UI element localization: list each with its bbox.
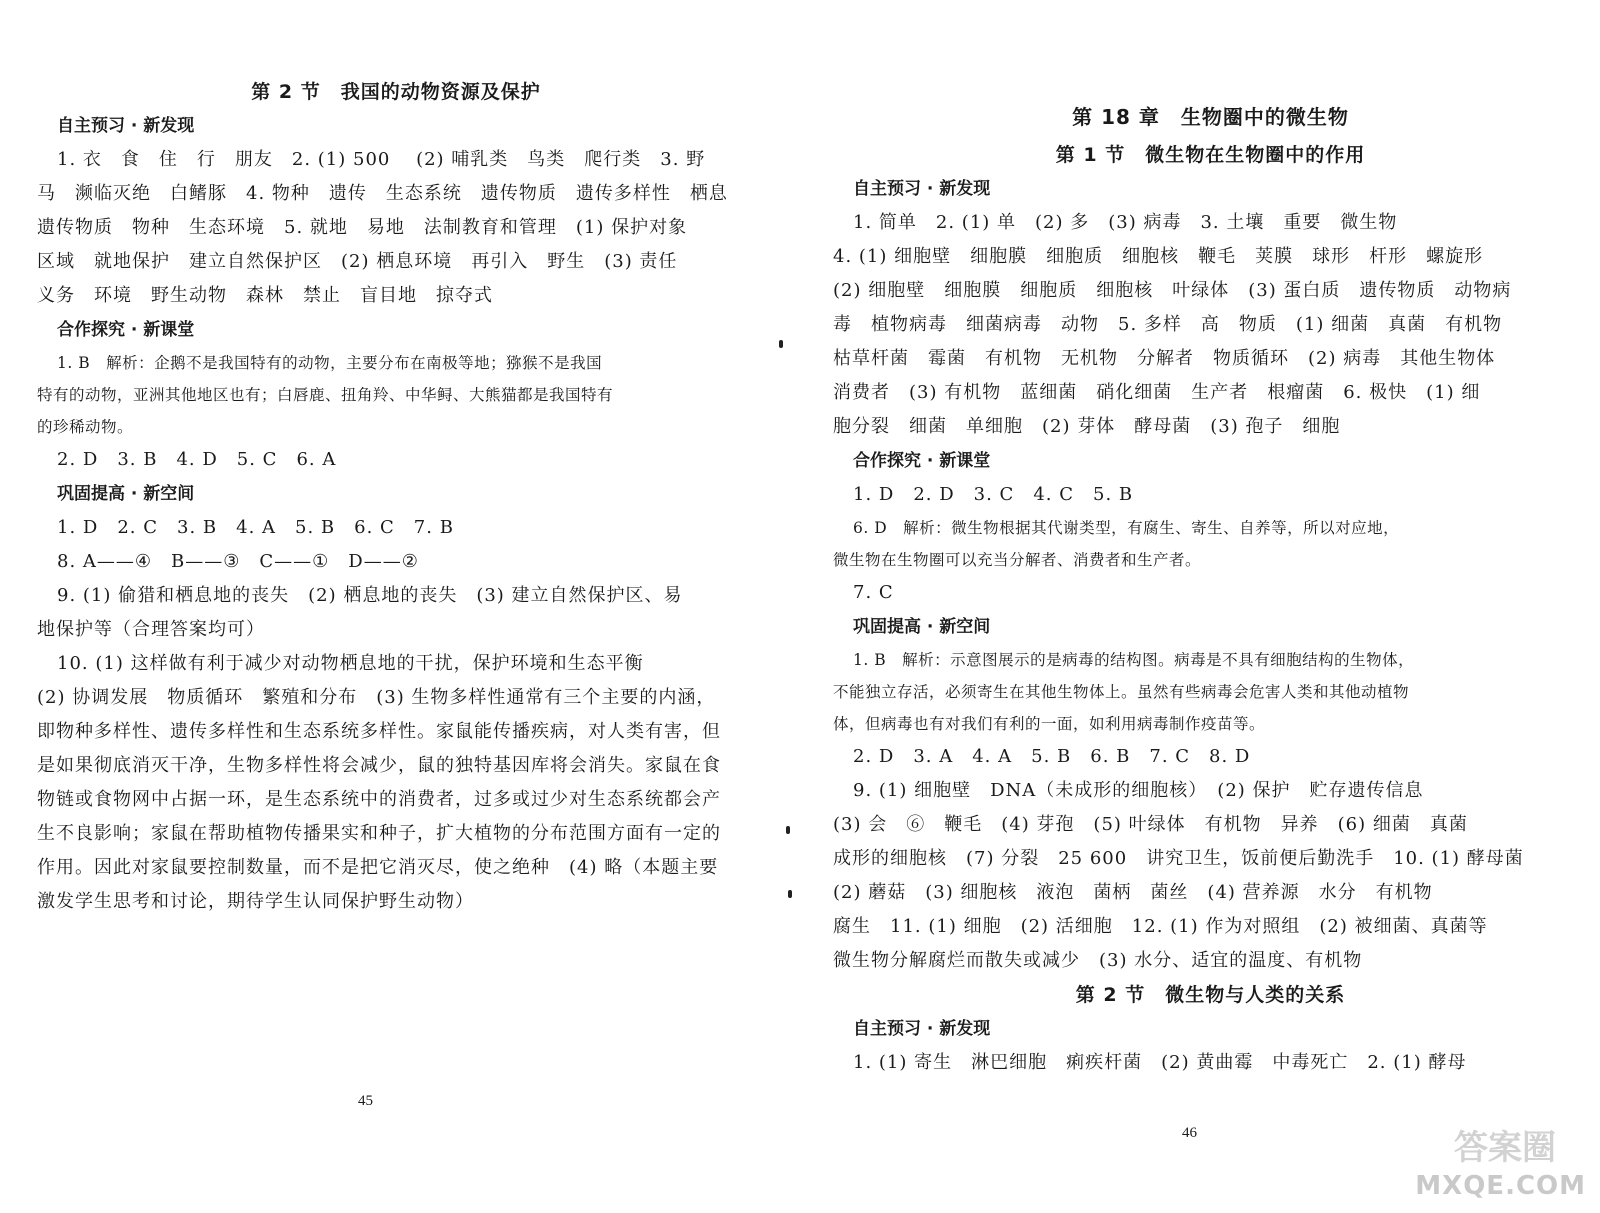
answer-line: (3) 会 ⑥ 鞭毛 (4) 芽孢 (5) 叶绿体 有机物 异养 (6) 细菌 真菌 — [833, 814, 1468, 835]
answer-line: 不能独立存活，必须寄生在其他生物体上。虽然有些病毒会危害人类和其他动植物 — [833, 683, 1410, 701]
section-heading: 自主预习 · 新发现 — [57, 116, 195, 136]
answer-line: 1. B 解析：示意图展示的是病毒的结构图。病毒是不具有细胞结构的生物体， — [853, 651, 1415, 669]
answer-line: 1. 简单 2. (1) 单 (2) 多 (3) 病毒 3. 土壤 重要 微生物 — [853, 212, 1398, 233]
answer-line: 腐生 11. (1) 细胞 (2) 活细胞 12. (1) 作为对照组 (2) 被细菌、真菌等 — [833, 916, 1488, 937]
section-title: 第 2 节 我国的动物资源及保护 — [251, 81, 541, 103]
answer-line: 物链或食物网中占据一环，是生态系统中的消费者，过多或过少对生态系统都会产 — [37, 789, 721, 810]
section-title: 第 1 节 微生物在生物圈中的作用 — [1055, 144, 1366, 166]
answer-line: 是如果彻底消灭干净，生物多样性将会减少，鼠的独特基因库将会消失。家鼠在食 — [37, 755, 721, 776]
answer-line: 1. (1) 寄生 淋巴细胞 痢疾杆菌 (2) 黄曲霉 中毒死亡 2. (1) 酵母 — [853, 1052, 1467, 1073]
page-number: 46 — [1182, 1125, 1197, 1141]
answer-line: 微生物在生物圈可以充当分解者、消费者和生产者。 — [833, 551, 1202, 569]
margin-mark — [788, 890, 792, 898]
margin-mark — [786, 826, 790, 834]
answer-line: 1. D 2. C 3. B 4. A 5. B 6. C 7. B — [57, 517, 454, 538]
answer-line: 2. D 3. A 4. A 5. B 6. B 7. C 8. D — [853, 746, 1251, 767]
answer-line: 1. B 解析：企鹅不是我国特有的动物，主要分布在南极等地；猕猴不是我国 — [57, 354, 603, 372]
answer-line: (2) 细胞壁 细胞膜 细胞质 细胞核 叶绿体 (3) 蛋白质 遗传物质 动物病 — [833, 280, 1512, 301]
answer-line: 马 濒临灭绝 白鳍豚 4. 物种 遗传 生态系统 遗传物质 遗传多样性 栖息 — [37, 183, 728, 204]
watermark — [1396, 1120, 1586, 1205]
section-title: 第 2 节 微生物与人类的关系 — [1075, 984, 1346, 1006]
left-column — [37, 75, 755, 919]
section-heading: 自主预习 · 新发现 — [853, 179, 991, 199]
answer-line: 体，但病毒也有对我们有利的一面，如利用病毒制作疫苗等。 — [833, 715, 1266, 733]
section-heading: 巩固提高 · 新空间 — [57, 484, 195, 504]
chapter-title: 第 18 章 生物圈中的微生物 — [1072, 105, 1349, 129]
answer-line: 激发学生思考和讨论，期待学生认同保护野生动物） — [37, 891, 474, 912]
answer-line: 9. (1) 偷猎和栖息地的丧失 (2) 栖息地的丧失 (3) 建立自然保护区、易 — [57, 585, 683, 606]
answer-line: 成形的细胞核 (7) 分裂 25 600 讲究卫生，饭前便后勤洗手 10. (1) 酵母菌 — [833, 848, 1524, 869]
answer-line: 微生物分解腐烂而散失或减少 (3) 水分、适宜的温度、有机物 — [833, 950, 1363, 971]
answer-line: 遗传物质 物种 生态环境 5. 就地 易地 法制教育和管理 (1) 保护对象 — [37, 217, 688, 238]
answer-line: (2) 蘑菇 (3) 细胞核 液泡 菌柄 菌丝 (4) 营养源 水分 有机物 — [833, 882, 1433, 903]
answer-line: 枯草杆菌 霉菌 有机物 无机物 分解者 物质循环 (2) 病毒 其他生物体 — [833, 348, 1496, 369]
answer-line: 区域 就地保护 建立自然保护区 (2) 栖息环境 再引入 野生 (3) 责任 — [37, 251, 678, 272]
answer-line: 义务 环境 野生动物 森林 禁止 盲目地 掠夺式 — [37, 285, 493, 306]
watermark-site: MXQE.COM — [1415, 1171, 1586, 1201]
answer-line: 生不良影响；家鼠在帮助植物传播果实和种子，扩大植物的分布范围方面有一定的 — [37, 823, 721, 844]
watermark-logo: 答案圈 — [1454, 1128, 1556, 1168]
answer-line: 9. (1) 细胞壁 DNA（未成形的细胞核） (2) 保护 贮存遗传信息 — [853, 780, 1424, 801]
answer-line: 10. (1) 这样做有利于减少对动物栖息地的干扰，保护环境和生态平衡 — [57, 653, 644, 674]
right-page — [800, 0, 1600, 1213]
left-page — [0, 0, 780, 1213]
margin-mark — [779, 340, 783, 348]
page-number: 45 — [358, 1093, 373, 1109]
answer-line: 消费者 (3) 有机物 蓝细菌 硝化细菌 生产者 根瘤菌 6. 极快 (1) 细 — [833, 382, 1481, 403]
right-column — [833, 96, 1588, 1080]
answer-line: 特有的动物，亚洲其他地区也有；白唇鹿、扭角羚、中华鲟、大熊猫都是我国特有 — [37, 386, 614, 404]
section-heading: 合作探究 · 新课堂 — [853, 451, 991, 471]
answer-line: 4. (1) 细胞壁 细胞膜 细胞质 细胞核 鞭毛 荚膜 球形 杆形 螺旋形 — [833, 246, 1484, 267]
answer-line: 8. A——④ B——③ C——① D——② — [57, 551, 419, 572]
section-heading: 自主预习 · 新发现 — [853, 1019, 991, 1039]
section-heading: 合作探究 · 新课堂 — [57, 320, 195, 340]
answer-line: 7. C — [853, 582, 894, 603]
answer-line: (2) 协调发展 物质循环 繁殖和分布 (3) 生物多样性通常有三个主要的内涵， — [37, 687, 716, 708]
section-heading: 巩固提高 · 新空间 — [853, 617, 991, 637]
answer-line: 即物种多样性、遗传多样性和生态系统多样性。家鼠能传播疾病，对人类有害，但 — [37, 721, 721, 742]
answer-line: 1. D 2. D 3. C 4. C 5. B — [853, 484, 1134, 505]
answer-line: 毒 植物病毒 细菌病毒 动物 5. 多样 高 物质 (1) 细菌 真菌 有机物 — [833, 314, 1503, 335]
answer-line: 地保护等（合理答案均可） — [37, 619, 265, 640]
answer-line: 2. D 3. B 4. D 5. C 6. A — [57, 449, 337, 470]
answer-line: 作用。因此对家鼠要控制数量，而不是把它消灭尽，使之绝种 (4) 略（本题主要 — [37, 857, 719, 878]
answer-line: 胞分裂 细菌 单细胞 (2) 芽体 酵母菌 (3) 孢子 细胞 — [833, 416, 1341, 437]
answer-line: 的珍稀动物。 — [37, 418, 134, 436]
answer-line: 1. 衣 食 住 行 朋友 2. (1) 500 (2) 哺乳类 鸟类 爬行类 3. 野 — [57, 149, 706, 170]
answer-line: 6. D 解析：微生物根据其代谢类型，有腐生、寄生、自养等，所以对应地， — [853, 519, 1400, 537]
